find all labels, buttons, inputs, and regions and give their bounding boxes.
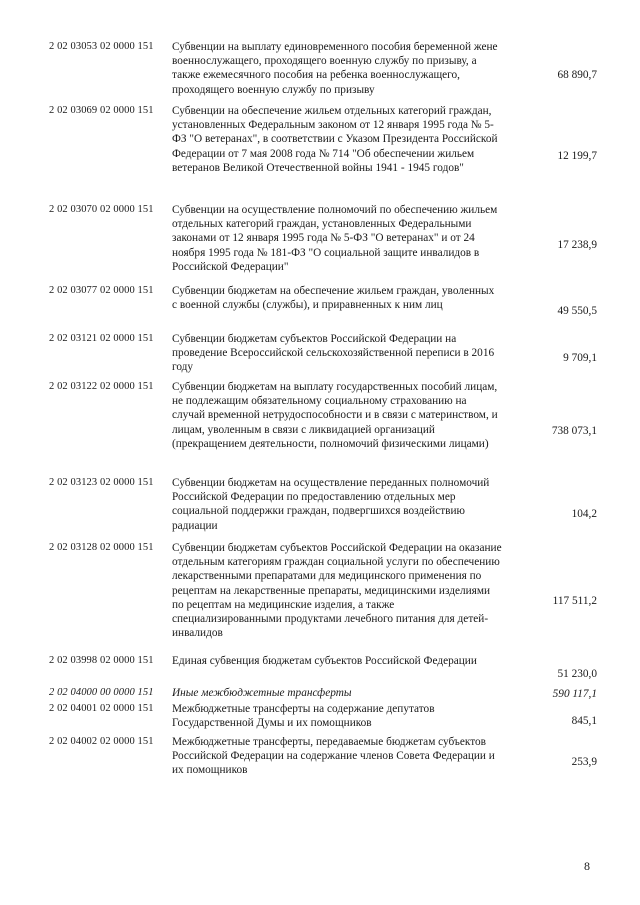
row-amount: 12 199,7 <box>557 150 597 162</box>
row-amount: 9 709,1 <box>563 352 597 364</box>
row-amount: 253,9 <box>571 756 597 768</box>
row-description: Единая субвенция бюджетам субъектов Российской Федерации <box>172 655 477 667</box>
row-description: Субвенции бюджетам на осуществление переданных полномочий Российской Федерации по предоставлению отдельных мер социальной поддержки граждан, подвергшихся воздействию радиации <box>172 477 490 532</box>
row-code: 2 02 03121 02 0000 151 <box>49 333 154 344</box>
row-description: Иные межбюджетные трансферты <box>172 687 352 699</box>
row-code: 2 02 03128 02 0000 151 <box>49 542 154 553</box>
row-description: Субвенции на осуществление полномочий по обеспечению жильем отдельных категорий граждан, установленных Федеральными законами от 12 января 1995 года № 5-ФЗ "О ветеранах" и от 24 ноября 1995 года № 181-ФЗ "О социальной защите инвалидов в Российской Федерации" <box>172 204 498 273</box>
row-description: Субвенции бюджетам на выплату государственных пособий лицам, не подлежащим обязательному социальному страхованию на случай временной нетрудоспособности и в связи с материнством, и лицам, уволенным в связи с ликвидацией организаций (прекращением деятельности, полномочий физическими лицами) <box>172 381 498 450</box>
row-amount: 17 238,9 <box>557 239 597 251</box>
row-description: Субвенции на выплату единовременного пособия беременной жене военнослужащего, проходящего военную службу по призыву, а также ежемесячного пособия на ребенка военнослужащего, проходящего военную службу по призыву <box>172 41 498 96</box>
row-code: 2 02 03070 02 0000 151 <box>49 204 154 215</box>
row-code: 2 02 03053 02 0000 151 <box>49 41 154 52</box>
row-description: Межбюджетные трансферты, передаваемые бюджетам субъектов Российской Федерации на содержание членов Совета Федерации и их помощников <box>172 736 495 777</box>
row-code: 2 02 03069 02 0000 151 <box>49 105 154 116</box>
row-amount: 49 550,5 <box>557 305 597 317</box>
row-amount: 845,1 <box>571 715 597 727</box>
row-code: 2 02 03077 02 0000 151 <box>49 285 154 296</box>
row-description: Субвенции на обеспечение жильем отдельных категорий граждан, установленных Федеральным законом от 12 января 1995 года № 5-ФЗ "О ветеранах", в соответствии с Указом Президента Российской Федерации от 7 мая 2008 года № 714 "Об обеспечении жильем ветеранов Великой Отечественной войны 1941 - 1945 годов" <box>172 105 498 174</box>
row-code: 2 02 03123 02 0000 151 <box>49 477 154 488</box>
row-code: 2 02 03998 02 0000 151 <box>49 655 154 666</box>
row-description: Межбюджетные трансферты на содержание депутатов Государственной Думы и их помощников <box>172 703 435 730</box>
row-code: 2 02 04002 02 0000 151 <box>49 736 154 747</box>
row-description: Субвенции бюджетам на обеспечение жильем граждан, уволенных с военной службы (службы), и приравненных к ним лиц <box>172 285 495 312</box>
row-description: Субвенции бюджетам субъектов Российской Федерации на проведение Всероссийской сельскохозяйственной переписи в 2016 году <box>172 333 495 374</box>
row-amount: 104,2 <box>571 508 597 520</box>
row-amount: 68 890,7 <box>557 69 597 81</box>
row-amount: 117 511,2 <box>552 595 597 607</box>
row-code: 2 02 03122 02 0000 151 <box>49 381 154 392</box>
row-code: 2 02 04001 02 0000 151 <box>49 703 154 714</box>
row-amount: 738 073,1 <box>551 425 597 437</box>
row-code: 2 02 04000 00 0000 151 <box>49 687 154 698</box>
page-number: 8 <box>584 859 590 873</box>
row-description: Субвенции бюджетам субъектов Российской Федерации на оказание отдельным категориям граждан социальной услуги по обеспечению лекарственными препаратами для медицинского применения по рецептам на лекарственные препараты, медицинскими изделиями по рецептам на медицинские изделия, а также специализированными продуктами лечебного питания для детей-инвалидов <box>172 542 502 640</box>
row-amount: 590 117,1 <box>552 688 597 700</box>
row-amount: 51 230,0 <box>557 668 597 680</box>
